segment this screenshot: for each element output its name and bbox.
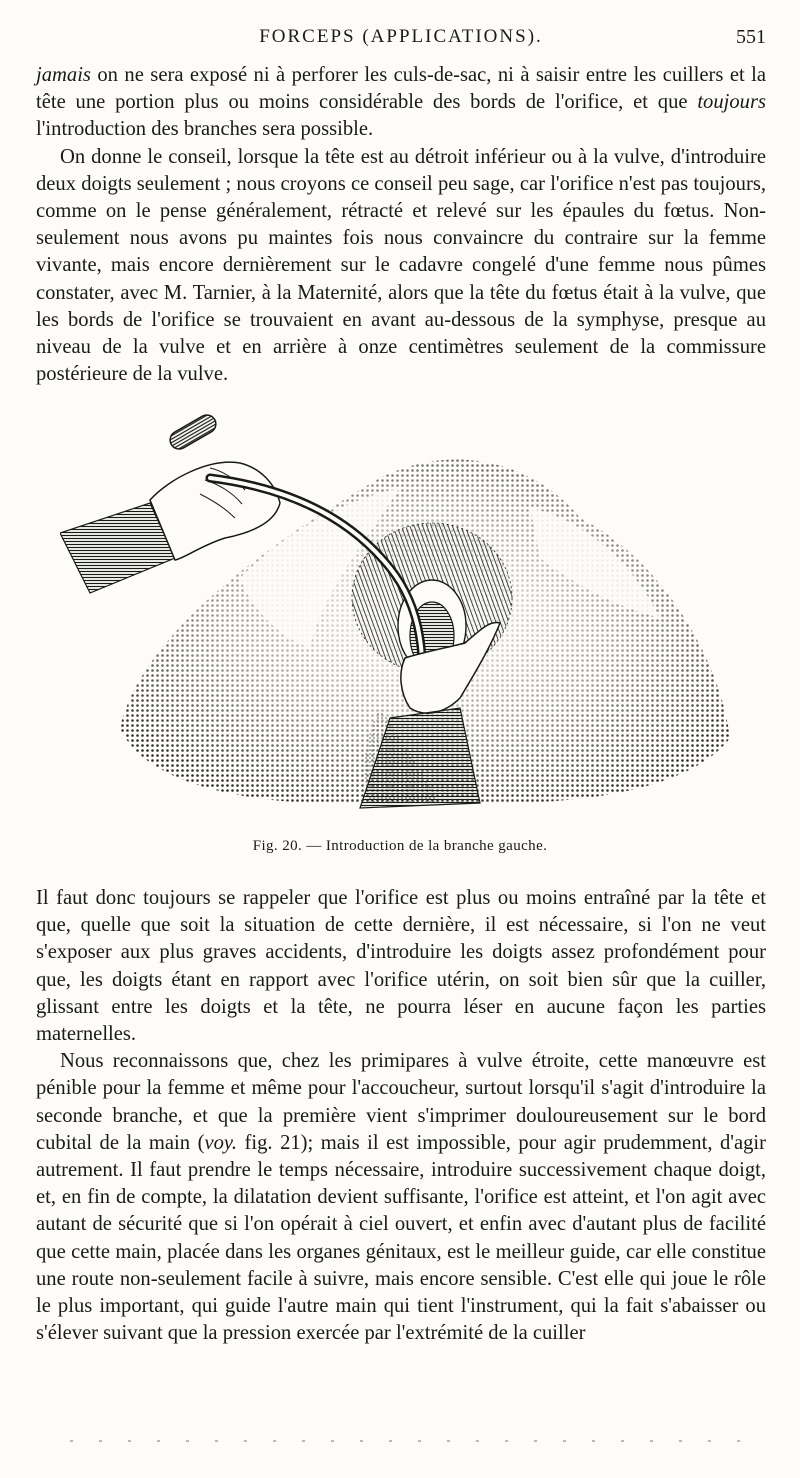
italic-word: voy. <box>204 1131 238 1154</box>
italic-word: jamais <box>36 64 91 86</box>
paragraph-text: Nous reconnaissons que, chez les primipares à vulve étroite, cette manœuvre est pénible pour la femme et même pour l'accoucheur, surtout lorsqu'il s'agit d'introduire la seconde branche, et que la première vient s'imprimer douloureusement sur le bord cubital de la main ( <box>36 1050 766 1154</box>
paragraph-text: on ne sera exposé ni à perforer les culs-de-sac, ni à saisir entre les cuillers et la tête une portion plus ou moins considérable des bords de l'orifice, et que <box>36 64 766 114</box>
figure-caption: Fig. 20. — Introduction de la branche gauche. <box>252 838 548 854</box>
paragraph-text: l'introduction des branches sera possible. <box>36 118 374 141</box>
paragraph: On donne le conseil, lorsque la tête est au détroit inférieur ou à la vulve, d'introduire deux doigts seulement ; nous croyons ce conseil peu sage, car l'orifice n'est pas toujours, comme on le pense généralement, rétracté et relevé sur les épaules du fœtus. Non-seulement nous avons pu maintes fois nous convaincre du contraire sur la femme vivante, mais encore dernièrement sur le cadavre congelé d'une femme nous pûmes constater, avec M. Tarnier, à la Maternité, alors que la tête du fœtus était à la vulve, que les bords de l'orifice se trouvaient en avant au-dessous de la symphyse, presque au niveau de la vulve et en arrière à onze centimètres seulement de la commissure postérieure de la vulve. <box>36 145 766 386</box>
italic-word: toujours <box>697 91 766 114</box>
top-text-block <box>36 62 766 388</box>
paragraph-continuation <box>36 62 766 144</box>
paragraph-text: fig. 21); mais il est impossible, pour agir prudemment, d'agir autrement. Il faut prendre le temps nécessaire, introduire successivement chaque doigt, et, en fin de compte, la dilatation devient suffisante, l'orifice est atteint, et l'on agit avec autant de sécurité que si l'on opérait à ciel ouvert, et enfin avec d'autant plus de facilité que cette main, placée dans les organes génitaux, est le meilleur guide, car elle constitue une route non-seulement facile à suivre, mais encore sensible. C'est elle qui joue le rôle le plus important, qui guide l'autre main qui tient l'instrument, qui la fait s'abaisser ou s'élever suivant que la pression exercée par l'extrémité de la cuiller <box>36 1131 767 1345</box>
page-number: 551 <box>736 26 766 48</box>
upper-hand-with-handle <box>60 412 280 593</box>
paragraph <box>36 1048 766 1347</box>
engraving-illustration <box>60 408 750 828</box>
page-header <box>36 26 766 56</box>
paragraph: Il faut donc toujours se rappeler que l'orifice est plus ou moins entraîné par la tête et que, quelle que soit la situation de cette dernière, il est nécessaire, si l'on ne veut s'exposer aux plus graves accidents, d'introduire les doigts assez profondément pour que, les doigts étant en rapport avec l'orifice utérin, on soit bien sûr que la cuiller, glissant entre les doigts et la tête, ne pourra léser en aucune façon les parties maternelles. <box>36 887 766 1046</box>
running-title: FORCEPS (APPLICATIONS). <box>259 26 543 47</box>
footer-rule <box>70 1438 760 1444</box>
figure-illustration <box>60 408 750 828</box>
bottom-text-block <box>36 885 766 1347</box>
